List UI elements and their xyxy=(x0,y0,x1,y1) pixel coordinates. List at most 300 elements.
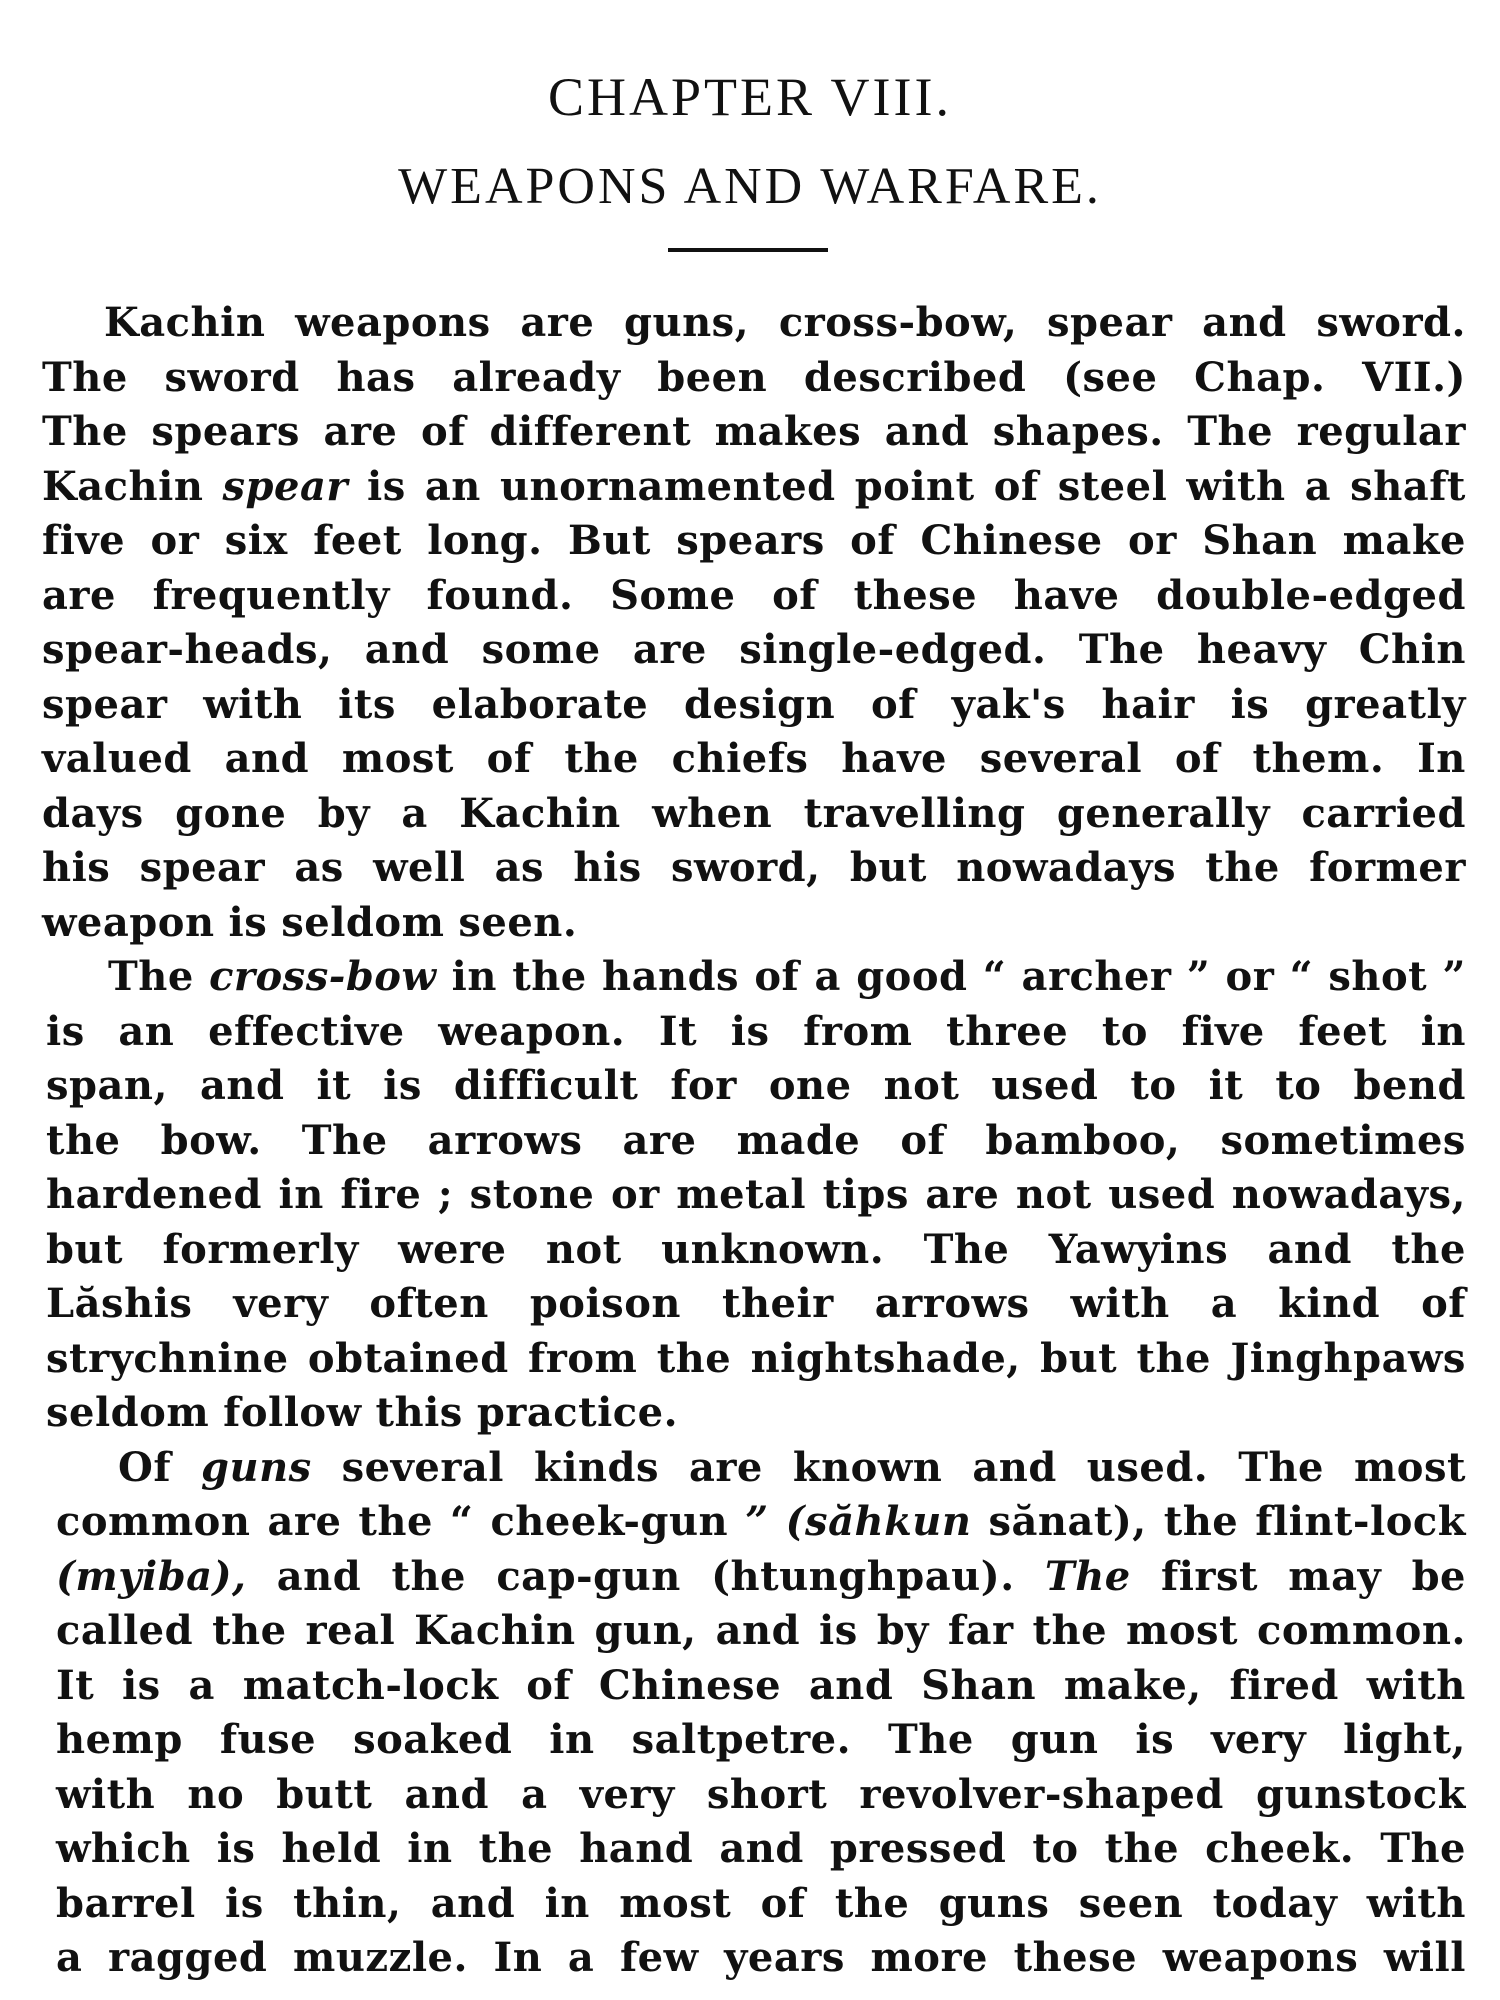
word: already xyxy=(452,354,621,401)
word: seen xyxy=(1078,1880,1184,1927)
word: a xyxy=(814,953,841,1000)
word: or xyxy=(1128,517,1177,564)
word: very xyxy=(233,1280,329,1327)
word: which xyxy=(56,1825,191,1872)
word: not xyxy=(545,1226,622,1273)
word: saltpetre. xyxy=(631,1716,852,1763)
word: but xyxy=(849,844,927,891)
word: sword xyxy=(164,354,300,401)
word: practice. xyxy=(476,1389,679,1436)
word: used. xyxy=(1086,1444,1209,1491)
word: feet xyxy=(313,517,402,564)
word: to xyxy=(1032,1825,1079,1872)
word: hands xyxy=(602,953,740,1000)
word: different xyxy=(489,408,692,455)
word: a xyxy=(567,1934,595,1981)
word: have xyxy=(1013,572,1120,619)
word: makes xyxy=(714,408,862,455)
word: In xyxy=(493,1934,543,1981)
word: is xyxy=(367,463,406,510)
word: ” xyxy=(1442,953,1466,1000)
word: or xyxy=(1225,953,1275,1000)
word: light, xyxy=(1343,1716,1466,1763)
word: their xyxy=(721,1280,834,1327)
word: hardened xyxy=(46,1171,262,1218)
word: sănat), xyxy=(988,1498,1147,1545)
word: short xyxy=(706,1771,828,1818)
word: for xyxy=(670,1062,737,1109)
word: very xyxy=(1211,1716,1307,1763)
word: gunstock xyxy=(1256,1771,1466,1818)
word: ragged xyxy=(108,1934,268,1981)
word: five xyxy=(42,517,126,564)
word: more xyxy=(870,1934,988,1981)
word: The xyxy=(1078,626,1165,673)
word: spear-heads, xyxy=(42,626,333,673)
word: weapons xyxy=(1162,1934,1359,1981)
word: with xyxy=(203,681,303,728)
word: weapon. xyxy=(438,1008,626,1055)
word: common. xyxy=(1257,1607,1466,1654)
word: nightshade, xyxy=(750,1335,1021,1382)
word: ” xyxy=(1186,953,1211,1000)
word: and xyxy=(1202,299,1287,346)
text-line xyxy=(46,1005,1466,1059)
word: The xyxy=(108,953,194,1000)
word: is xyxy=(1135,1716,1175,1763)
word: days xyxy=(42,790,144,837)
word: in xyxy=(544,1880,590,1927)
word: called xyxy=(56,1607,194,1654)
word: the xyxy=(1104,1825,1180,1872)
word: guns xyxy=(201,1444,312,1491)
word: Kachin xyxy=(104,299,266,346)
word: are xyxy=(520,299,595,346)
word: Shan xyxy=(1202,517,1318,564)
word: spears xyxy=(676,517,825,564)
word: is xyxy=(225,1880,264,1927)
word: bend xyxy=(1353,1062,1466,1109)
word: difficult xyxy=(453,1062,639,1109)
word: and xyxy=(884,408,970,455)
word: But xyxy=(567,517,651,564)
word: make xyxy=(1342,517,1466,564)
word: gun, xyxy=(594,1607,697,1654)
word: single-edged. xyxy=(739,626,1047,673)
word: spear xyxy=(222,463,348,510)
word: The xyxy=(42,354,128,401)
word: arrows xyxy=(874,1280,1030,1327)
word: a xyxy=(188,1662,215,1709)
word: several xyxy=(979,735,1143,782)
word: effective xyxy=(208,1008,405,1055)
word: and xyxy=(224,735,310,782)
word: sword. xyxy=(1316,299,1466,346)
word: is xyxy=(1230,681,1270,728)
word: Chinese xyxy=(598,1662,782,1709)
word: in xyxy=(451,953,497,1000)
word: the xyxy=(512,953,587,1000)
word: and xyxy=(276,1553,362,1600)
word: and xyxy=(404,1771,489,1818)
word: this xyxy=(375,1389,463,1436)
word: is xyxy=(383,1062,422,1109)
word: used xyxy=(991,1062,1099,1109)
word: have xyxy=(841,735,947,782)
word: an xyxy=(118,1008,175,1055)
word: Chap. xyxy=(1194,354,1326,401)
word: (săhkun xyxy=(785,1498,972,1545)
word: bamboo, xyxy=(985,1117,1181,1164)
word: carried xyxy=(1301,790,1466,837)
word: has xyxy=(336,354,416,401)
word: the xyxy=(46,1117,121,1164)
text-line xyxy=(108,950,1466,1004)
word: common xyxy=(56,1498,251,1545)
word: few xyxy=(619,1934,699,1981)
text-line xyxy=(46,1277,1466,1331)
word: of xyxy=(526,1662,572,1709)
word: its xyxy=(338,681,396,728)
word: years xyxy=(724,1934,845,1981)
word: spears xyxy=(151,408,300,455)
word: six xyxy=(224,517,288,564)
word: arrows xyxy=(427,1117,583,1164)
word: described xyxy=(803,354,1027,401)
word: (myiba), xyxy=(56,1553,247,1600)
word: soaked xyxy=(353,1716,513,1763)
word: Of xyxy=(118,1444,172,1491)
text-line xyxy=(56,1877,1466,1931)
word: is xyxy=(216,1825,256,1872)
word: very xyxy=(579,1771,675,1818)
word: sometimes xyxy=(1220,1117,1466,1164)
word: gun xyxy=(1010,1716,1099,1763)
word: these xyxy=(853,572,978,619)
word: (htunghpau). xyxy=(711,1553,1015,1600)
word: (see xyxy=(1063,354,1158,401)
word: of xyxy=(772,572,817,619)
word: ” xyxy=(745,1498,769,1545)
word: made xyxy=(736,1117,861,1164)
word: guns xyxy=(938,1880,1050,1927)
text-line xyxy=(46,1386,1466,1440)
text-line xyxy=(56,1768,1466,1822)
word: and xyxy=(719,1825,804,1872)
word: with xyxy=(1070,1280,1170,1327)
word: steel xyxy=(1057,463,1168,510)
word: revolver-shaped xyxy=(859,1771,1224,1818)
text-line xyxy=(42,732,1466,786)
word: make, xyxy=(1063,1662,1202,1709)
word: with xyxy=(1366,1662,1466,1709)
word: and xyxy=(364,626,450,673)
word: no xyxy=(187,1771,245,1818)
word: are xyxy=(688,1444,763,1491)
word: shapes. xyxy=(992,408,1164,455)
word: the xyxy=(1136,1335,1211,1382)
word: Lăshis xyxy=(46,1280,193,1327)
word: “ xyxy=(449,1498,474,1545)
word: from xyxy=(803,1008,913,1055)
word: cap-gun xyxy=(496,1553,681,1600)
word: former xyxy=(1309,844,1466,891)
word: Yawyins xyxy=(1048,1226,1229,1273)
word: hemp xyxy=(56,1716,183,1763)
text-line xyxy=(42,787,1466,841)
text-line xyxy=(46,1114,1466,1168)
word: shaft xyxy=(1350,463,1466,510)
word: regular xyxy=(1296,408,1466,455)
word: sword, xyxy=(670,844,821,891)
text-line xyxy=(56,1550,1466,1604)
word: the xyxy=(1032,1607,1108,1654)
word: heavy xyxy=(1196,626,1327,673)
text-line xyxy=(42,569,1466,623)
word: long. xyxy=(427,517,543,564)
text-line xyxy=(56,1822,1466,1876)
word: and xyxy=(808,1662,894,1709)
word: In xyxy=(1417,735,1466,782)
word: nowadays, xyxy=(1231,1171,1466,1218)
word: Chinese xyxy=(920,517,1103,564)
word: in xyxy=(1420,1008,1466,1055)
word: The xyxy=(923,1226,1010,1273)
word: a xyxy=(401,790,428,837)
word: is xyxy=(730,1008,770,1055)
word: span, xyxy=(46,1062,168,1109)
word: often xyxy=(369,1280,489,1327)
word: unornamented xyxy=(499,463,836,510)
word: but xyxy=(1040,1335,1118,1382)
word: of xyxy=(760,1880,806,1927)
word: to xyxy=(1275,1062,1322,1109)
word: VII.) xyxy=(1362,354,1466,401)
text-line xyxy=(46,1059,1466,1113)
word: known xyxy=(792,1444,943,1491)
word: and xyxy=(715,1607,801,1654)
word: with xyxy=(56,1771,156,1818)
word: of xyxy=(1421,1280,1466,1327)
word: one xyxy=(768,1062,852,1109)
word: it xyxy=(1208,1062,1244,1109)
word: archer xyxy=(1021,953,1172,1000)
word: nowadays xyxy=(956,844,1176,891)
text-line xyxy=(104,296,1466,350)
word: spear xyxy=(42,681,168,728)
word: been xyxy=(657,354,768,401)
word: seldom xyxy=(281,899,445,946)
word: gone xyxy=(175,790,287,837)
word: an xyxy=(424,463,481,510)
word: as xyxy=(294,844,344,891)
word: barrel xyxy=(56,1880,196,1927)
chapter-number: CHAPTER VIII. xyxy=(547,67,952,127)
word: the xyxy=(212,1607,287,1654)
text-line xyxy=(42,623,1466,677)
word: most xyxy=(1126,1607,1239,1654)
word: are xyxy=(632,626,707,673)
word: are xyxy=(267,1498,342,1545)
word: stone xyxy=(469,1171,595,1218)
word: may xyxy=(1288,1553,1382,1600)
word: is xyxy=(819,1607,858,1654)
word: the xyxy=(358,1498,433,1545)
word: a xyxy=(1304,463,1332,510)
word: The xyxy=(888,1716,974,1763)
word: are xyxy=(925,1171,1000,1218)
word: of xyxy=(420,408,466,455)
word: seen. xyxy=(458,899,578,946)
text-line xyxy=(42,896,1466,950)
word: It xyxy=(56,1662,95,1709)
word: valued xyxy=(42,735,192,782)
word: The xyxy=(1044,1553,1131,1600)
word: cheek. xyxy=(1205,1825,1355,1872)
word: and xyxy=(430,1880,516,1927)
word: tips xyxy=(822,1171,909,1218)
word: of xyxy=(1174,735,1220,782)
word: Shan xyxy=(921,1662,1037,1709)
word: a xyxy=(56,1934,83,1981)
word: first xyxy=(1161,1553,1258,1600)
word: metal xyxy=(676,1171,807,1218)
word: The xyxy=(1187,408,1274,455)
word: as xyxy=(494,844,545,891)
word: Chin xyxy=(1358,626,1466,673)
word: feet xyxy=(1298,1008,1388,1055)
word: of xyxy=(993,463,1039,510)
word: the xyxy=(391,1553,467,1600)
word: well xyxy=(373,844,466,891)
title-rule-divider xyxy=(668,248,828,252)
text-line xyxy=(46,1168,1466,1222)
text-line xyxy=(42,460,1466,514)
text-line xyxy=(42,514,1466,568)
word: and xyxy=(972,1444,1057,1491)
word: the xyxy=(656,1335,732,1382)
word: of xyxy=(850,517,896,564)
text-line xyxy=(118,1441,1466,1495)
word: point xyxy=(854,463,975,510)
word: a xyxy=(521,1771,548,1818)
chapter-title: WEAPONS AND WARFARE. xyxy=(398,158,1102,215)
word: by xyxy=(876,1607,929,1654)
word: or xyxy=(150,517,200,564)
word: cheek-gun xyxy=(490,1498,729,1545)
word: will xyxy=(1383,1934,1466,1981)
text-line xyxy=(46,1223,1466,1277)
word: some xyxy=(481,626,601,673)
word: The xyxy=(1238,1444,1324,1491)
word: hair xyxy=(1101,681,1195,728)
word: with xyxy=(1186,463,1286,510)
word: generally xyxy=(1056,790,1270,837)
word: most xyxy=(341,735,454,782)
word: of xyxy=(870,681,916,728)
word: of xyxy=(900,1117,946,1164)
word: not xyxy=(883,1062,960,1109)
word: Jinghpaws xyxy=(1230,1335,1466,1382)
word: most xyxy=(1353,1444,1466,1491)
word: greatly xyxy=(1305,681,1466,728)
word: hand xyxy=(579,1825,694,1872)
text-line xyxy=(56,1495,1466,1549)
word: and xyxy=(199,1062,285,1109)
word: is xyxy=(121,1662,161,1709)
word: or xyxy=(610,1171,660,1218)
word: these xyxy=(1013,1934,1138,1981)
word: the xyxy=(1163,1498,1239,1545)
word: pressed xyxy=(829,1825,1007,1872)
word: the xyxy=(1205,844,1280,891)
word: are xyxy=(323,408,398,455)
word: the xyxy=(478,1825,554,1872)
text-line xyxy=(46,1332,1466,1386)
word: kinds xyxy=(533,1444,659,1491)
word: is xyxy=(228,899,268,946)
text-line xyxy=(56,1604,1466,1658)
word: is xyxy=(46,1008,85,1055)
word: frequently xyxy=(152,572,390,619)
word: obtained xyxy=(307,1335,509,1382)
text-line xyxy=(42,405,1466,459)
word: guns, xyxy=(624,299,750,346)
word: The xyxy=(301,1117,388,1164)
word: the xyxy=(1391,1226,1466,1273)
word: yak's xyxy=(951,681,1066,728)
word: five xyxy=(1181,1008,1265,1055)
word: seldom xyxy=(46,1389,210,1436)
word: three xyxy=(946,1008,1069,1055)
text-line xyxy=(56,1659,1466,1713)
text-line xyxy=(42,678,1466,732)
word: It xyxy=(658,1008,698,1055)
word: used xyxy=(1108,1171,1216,1218)
word: flint-lock xyxy=(1255,1498,1466,1545)
word: it xyxy=(316,1062,352,1109)
word: chiefs xyxy=(671,735,809,782)
word: not xyxy=(1015,1171,1092,1218)
word: fire xyxy=(340,1171,422,1218)
word: Kachin xyxy=(459,790,621,837)
word: to xyxy=(1130,1062,1177,1109)
word: bow. xyxy=(160,1117,262,1164)
word: The xyxy=(42,408,128,455)
word: spear xyxy=(139,844,266,891)
text-line xyxy=(56,1931,1466,1985)
word: a xyxy=(1210,1280,1238,1327)
word: with xyxy=(1366,1880,1466,1927)
word: fired xyxy=(1229,1662,1339,1709)
word: cross-bow, xyxy=(778,299,1018,346)
word: follow xyxy=(223,1389,362,1436)
word: formerly xyxy=(162,1226,359,1273)
word: travelling xyxy=(803,790,1026,837)
word: elaborate xyxy=(431,681,649,728)
word: several xyxy=(341,1444,505,1491)
word: in xyxy=(278,1171,324,1218)
word: design xyxy=(684,681,836,728)
word: unknown. xyxy=(661,1226,885,1273)
word: the xyxy=(564,735,639,782)
word: his xyxy=(573,844,642,891)
word: be xyxy=(1411,1553,1466,1600)
word: good xyxy=(856,953,968,1000)
word: fuse xyxy=(219,1716,317,1763)
word: poison xyxy=(529,1280,681,1327)
word: when xyxy=(652,790,773,837)
